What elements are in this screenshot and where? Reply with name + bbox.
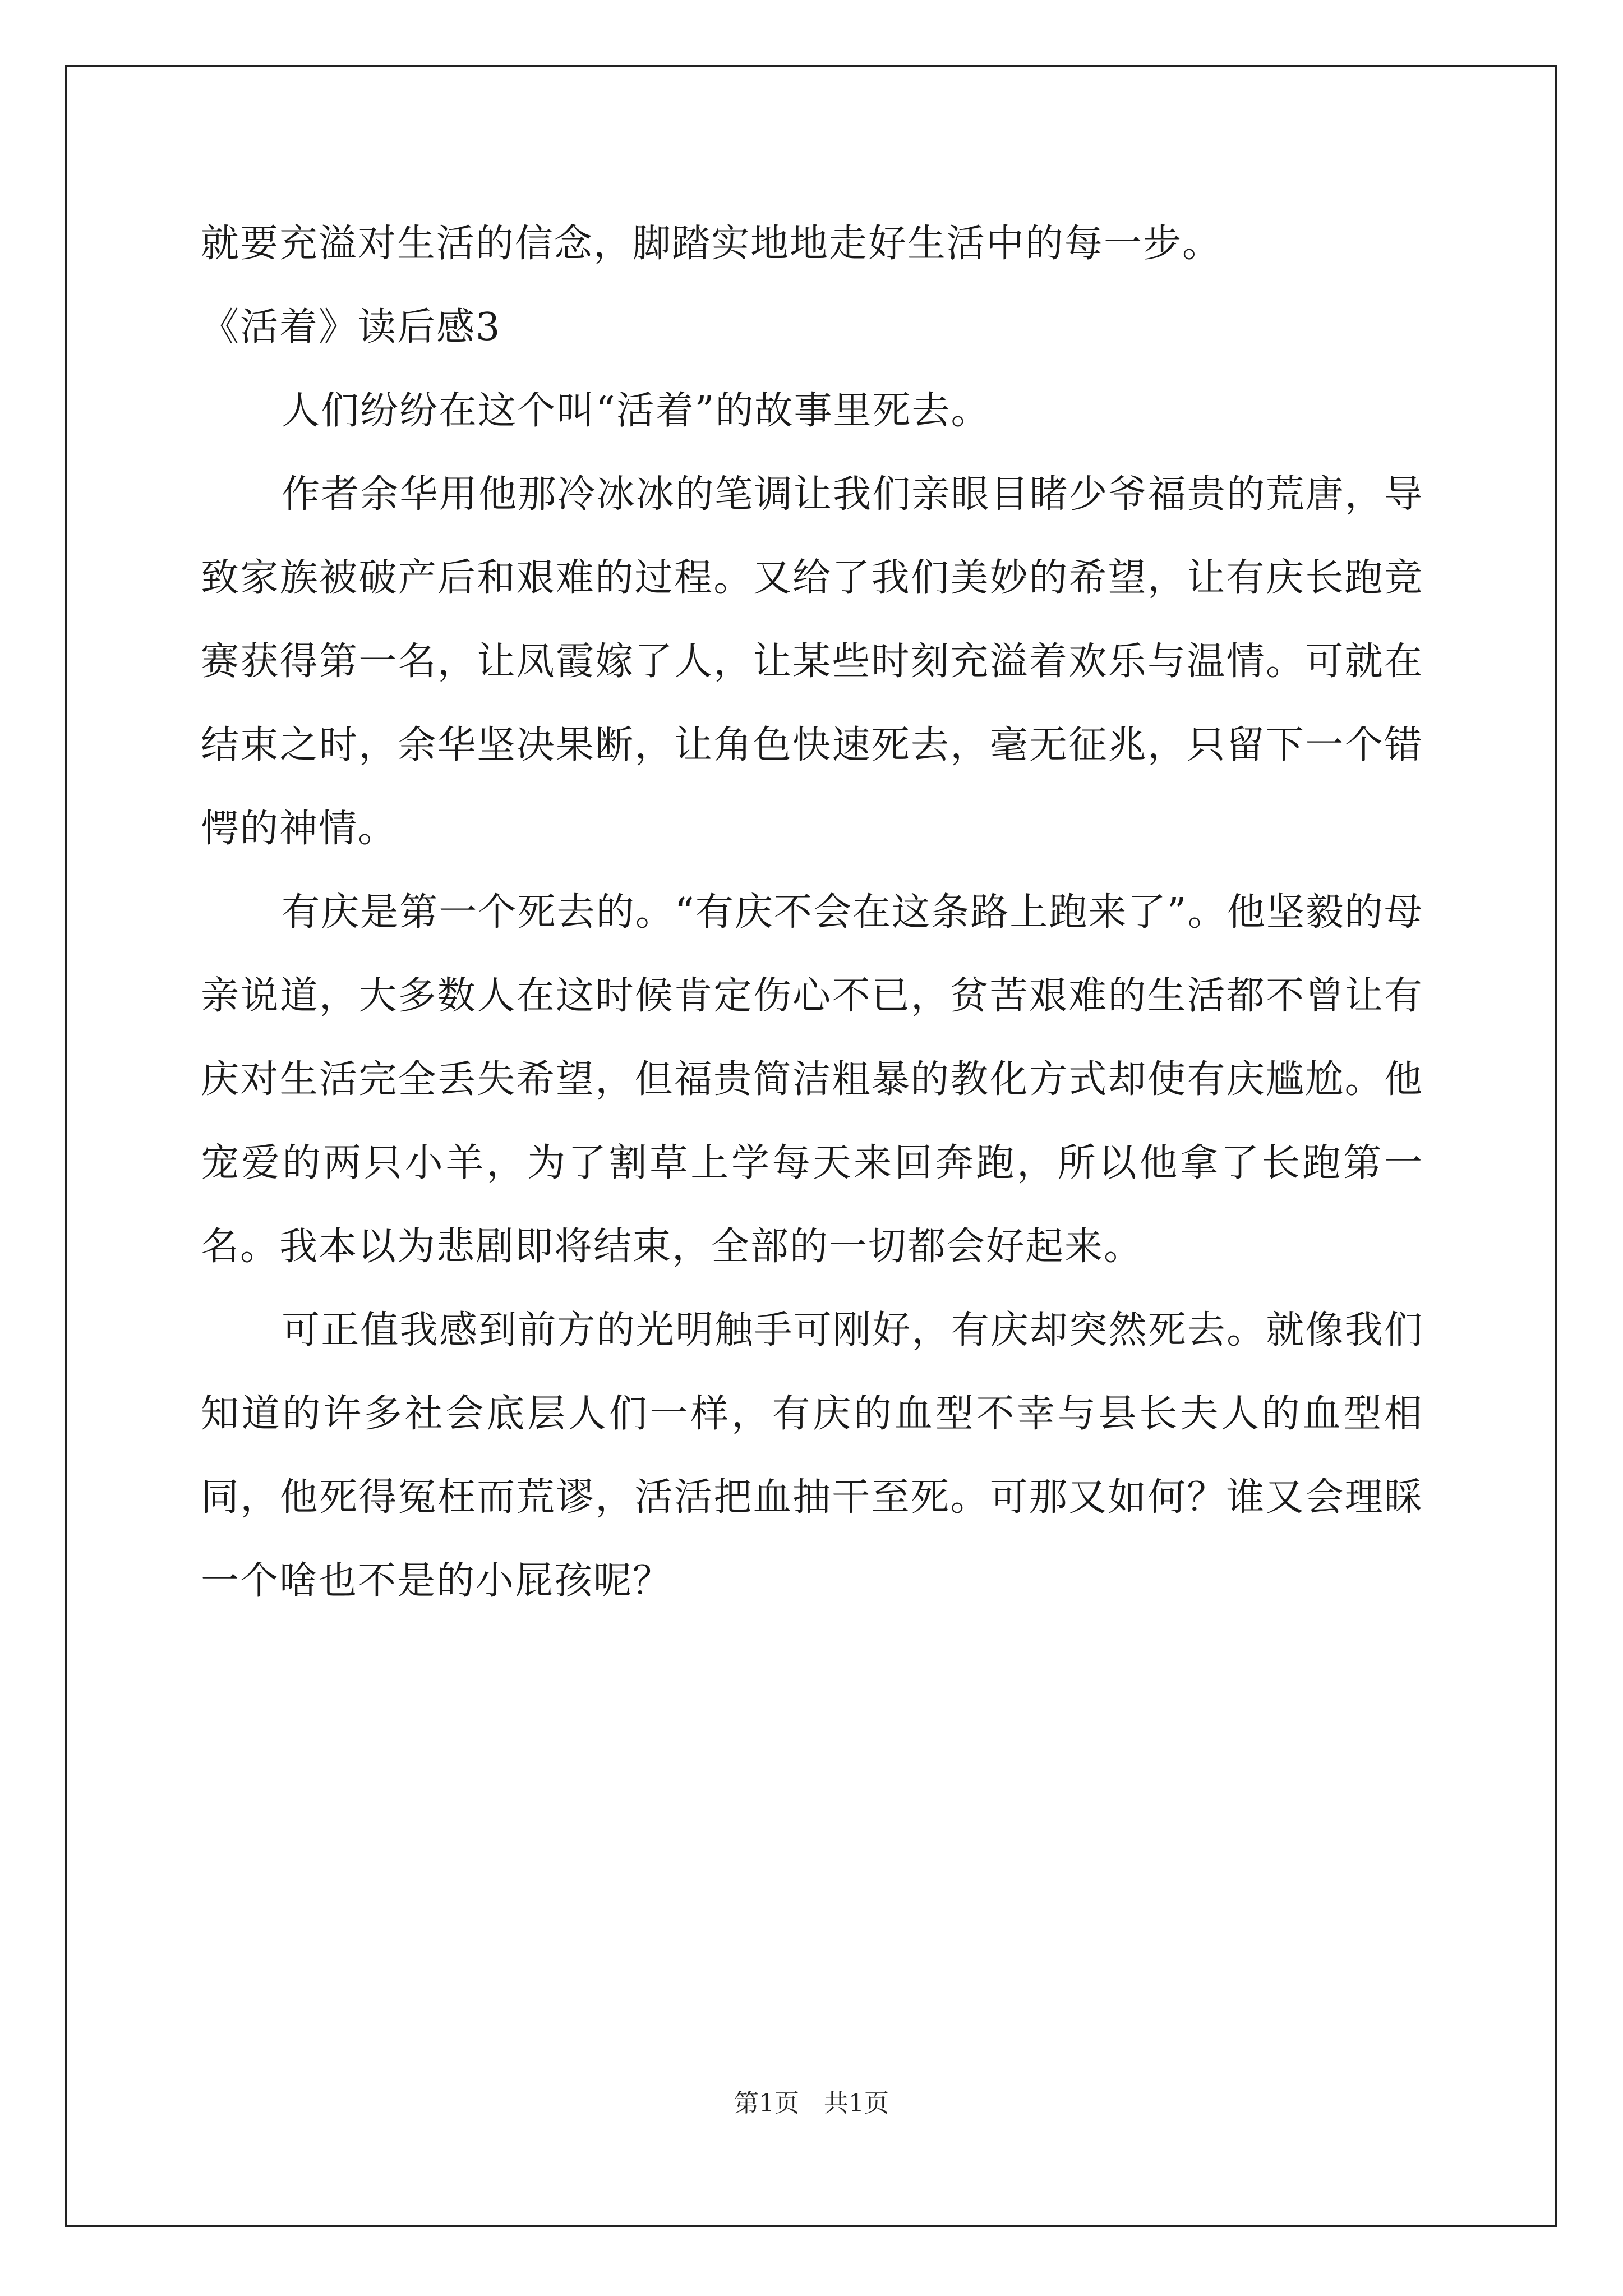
page-footer [0,2087,1623,2120]
page-number: 第1页 [734,2089,799,2118]
document-body [201,202,1423,1623]
paragraph: 人们纷纷在这个叫“活着”的故事里死去。 [282,389,990,433]
paragraph: 作者余华用他那冷冰冰的笔调让我们亲眼目睹少爷福贵的荒唐，导致家族被破产后和艰难的过程。又给了我们美妙的希望，让有庆长跑竞赛获得第一名，让凤霞嫁了人，让某些时刻充溢着欢乐与温情。可就在结束之时，余华坚决果断，让角色快速死去，毫无征兆，只留下一个错愕的神情。 [201,472,1423,851]
paragraph: 有庆是第一个死去的。“有庆不会在这条路上跑来了”。他坚毅的母亲说道，大多数人在这时候肯定伤心不已，贫苦艰难的生活都不曾让有庆对生活完全丢失希望，但福贵简洁粗暴的教化方式却使有庆尴尬。他宠爱的两只小羊，为了割草上学每天来回奔跑，所以他拿了长跑第一名。我本以为悲剧即将结束，全部的一切都会好起来。 [201,890,1423,1269]
section-title: 《活着》读后感3 [201,305,501,349]
continued-text-line: 就要充溢对生活的信念，脚踏实地地走好生活中的每一步。 [201,222,1222,266]
page-total: 共1页 [824,2089,889,2118]
paragraph: 可正值我感到前方的光明触手可刚好，有庆却突然死去。就像我们知道的许多社会底层人们一样，有庆的血型不幸与县长夫人的血型相同，他死得冤枉而荒谬，活活把血抽干至死。可那又如何？谁又会理睬一个啥也不是的小屁孩呢？ [201,1308,1423,1603]
